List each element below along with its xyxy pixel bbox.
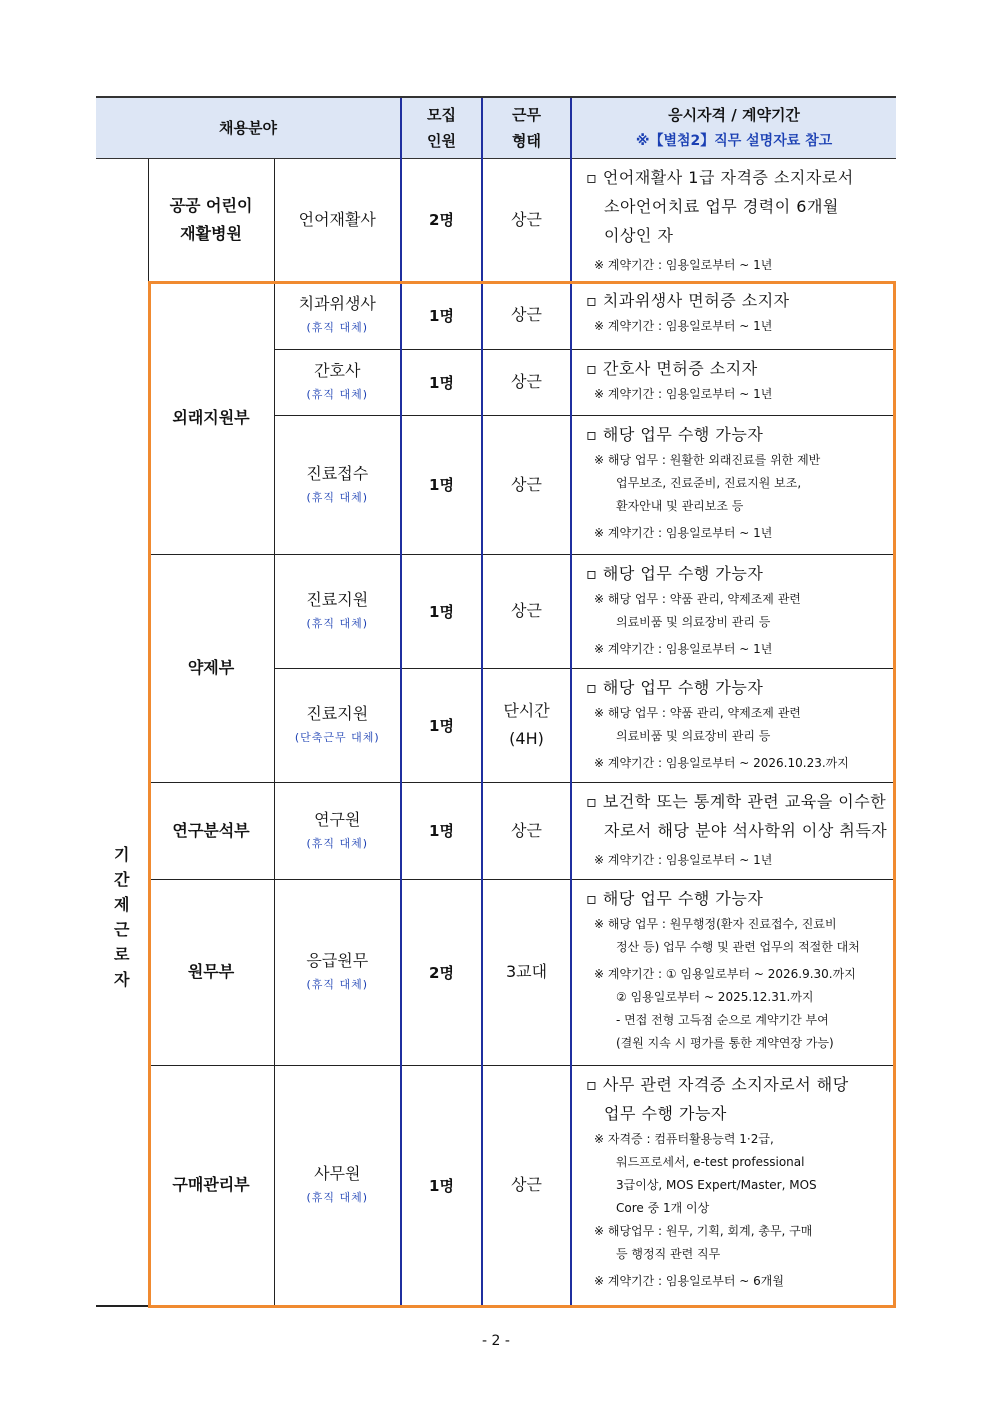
header-qualification: 응시자격 / 계약기간 ※【별첨2】직무 설명자료 참고 bbox=[571, 97, 896, 158]
count-cell: 1명 bbox=[401, 554, 482, 668]
dept-cell: 연구분석부 bbox=[148, 782, 274, 879]
job-cell: 언어재활사 bbox=[274, 158, 401, 281]
qual-cell: ▫ 언어재활사 1급 자격증 소지자로서 소아언어치료 업무 경력이 6개월 이상인 자 ※ 계약기간 : 임용일로부터 ~ 1년 bbox=[571, 158, 896, 281]
job-cell: 응급원무 (휴직 대체) bbox=[274, 879, 401, 1065]
type-cell: 상근 bbox=[482, 158, 571, 281]
header-qual-note: ※【별첨2】직무 설명자료 참고 bbox=[635, 132, 833, 149]
qual-cell: ▫ 해당 업무 수행 가능자 ※ 해당 업무 : 원활한 외래진료를 위한 제반 업무보조, 진료준비, 진료지원 보조, 환자안내 및 관리보조 등 ※ 계약기간 : 임용일로부터 ~ 1년 bbox=[571, 415, 896, 554]
qual-cell: ▫ 보건학 또는 통계학 관련 교육을 이수한 자로서 해당 분야 석사학위 이상 취득자 ※ 계약기간 : 임용일로부터 ~ 1년 bbox=[571, 782, 896, 879]
job-cell: 연구원 (휴직 대체) bbox=[274, 782, 401, 879]
job-cell: 치과위생사 (휴직 대체) bbox=[274, 281, 401, 349]
table-row bbox=[96, 879, 896, 1065]
type-cell: 상근 bbox=[482, 281, 571, 349]
dept-cell: 구매관리부 bbox=[148, 1065, 274, 1305]
job-cell: 진료접수 (휴직 대체) bbox=[274, 415, 401, 554]
job-cell: 사무원 (휴직 대체) bbox=[274, 1065, 401, 1305]
count-cell: 1명 bbox=[401, 782, 482, 879]
header-type: 근무 형태 bbox=[482, 97, 571, 158]
qual-cell: ▫ 치과위생사 면허증 소지자 ※ 계약기간 : 임용일로부터 ~ 1년 bbox=[571, 281, 896, 349]
job-cell: 진료지원 (단축근무 대체) bbox=[274, 668, 401, 782]
count-cell: 1명 bbox=[401, 281, 482, 349]
job-cell: 진료지원 (휴직 대체) bbox=[274, 554, 401, 668]
table-row bbox=[96, 1065, 896, 1305]
type-cell: 단시간 (4H) bbox=[482, 668, 571, 782]
job-cell: 간호사 (휴직 대체) bbox=[274, 349, 401, 415]
type-cell: 상근 bbox=[482, 1065, 571, 1305]
qual-cell: ▫ 해당 업무 수행 가능자 ※ 해당 업무 : 약품 관리, 약제조제 관련 의료비품 및 의료장비 관리 등 ※ 계약기간 : 임용일로부터 ~ 1년 bbox=[571, 554, 896, 668]
table-row bbox=[96, 281, 896, 349]
dept-cell: 원무부 bbox=[148, 879, 274, 1065]
type-cell: 상근 bbox=[482, 349, 571, 415]
dept-cell: 외래지원부 bbox=[148, 281, 274, 554]
count-cell: 1명 bbox=[401, 1065, 482, 1305]
type-cell: 상근 bbox=[482, 415, 571, 554]
qual-cell: ▫ 해당 업무 수행 가능자 ※ 해당 업무 : 약품 관리, 약제조제 관련 의료비품 및 의료장비 관리 등 ※ 계약기간 : 임용일로부터 ~ 2026.10.23.까지 bbox=[571, 668, 896, 782]
dept-cell: 공공 어린이 재활병원 bbox=[148, 158, 274, 281]
header-field: 채용분야 bbox=[96, 97, 401, 158]
type-cell: 상근 bbox=[482, 782, 571, 879]
qual-cell: ▫ 해당 업무 수행 가능자 ※ 해당 업무 : 원무행정(환자 진료접수, 진료비 정산 등) 업무 수행 및 관련 업무의 적절한 대처 ※ 계약기간 : ① 임용일로부터 ~ 2026.9.30.까지 ② 임용일로부터 ~ 2025.12.31.까지 - 면접 전형 고득점 순으로 계약기간 부여 (결원 지속 시 평가를 통한 계약연장 가능) bbox=[571, 879, 896, 1065]
table-row bbox=[96, 554, 896, 668]
page-number: - 2 - bbox=[482, 1333, 510, 1349]
header-count: 모집 인원 bbox=[401, 97, 482, 158]
count-cell: 2명 bbox=[401, 879, 482, 1065]
table-row bbox=[96, 782, 896, 879]
qual-cell: ▫ 사무 관련 자격증 소지자로서 해당 업무 수행 가능자 ※ 자격증 : 컴퓨터활용능력 1·2급, 워드프로세서, e-test professional 3급이상, MOS Expert/Master, MOS Core 중 1개 이상 ※ 해당업무 : 원무, 기획, 회계, 총무, 구매 등 행정직 관련 직무 ※ 계약기간 : 임용일로부터 ~ 6개월 bbox=[571, 1065, 896, 1305]
count-cell: 1명 bbox=[401, 415, 482, 554]
count-cell: 1명 bbox=[401, 668, 482, 782]
recruitment-table bbox=[96, 96, 896, 1305]
qual-cell: ▫ 간호사 면허증 소지자 ※ 계약기간 : 임용일로부터 ~ 1년 bbox=[571, 349, 896, 415]
table-header-row bbox=[96, 97, 896, 158]
category-vertical-label: 기 간 제 근 로 자 bbox=[114, 844, 130, 989]
type-cell: 3교대 bbox=[482, 879, 571, 1065]
type-cell: 상근 bbox=[482, 554, 571, 668]
count-cell: 1명 bbox=[401, 349, 482, 415]
table-row bbox=[96, 158, 896, 281]
table-bottom-rule bbox=[96, 1305, 148, 1307]
dept-cell: 약제부 bbox=[148, 554, 274, 782]
count-cell: 2명 bbox=[401, 158, 482, 281]
